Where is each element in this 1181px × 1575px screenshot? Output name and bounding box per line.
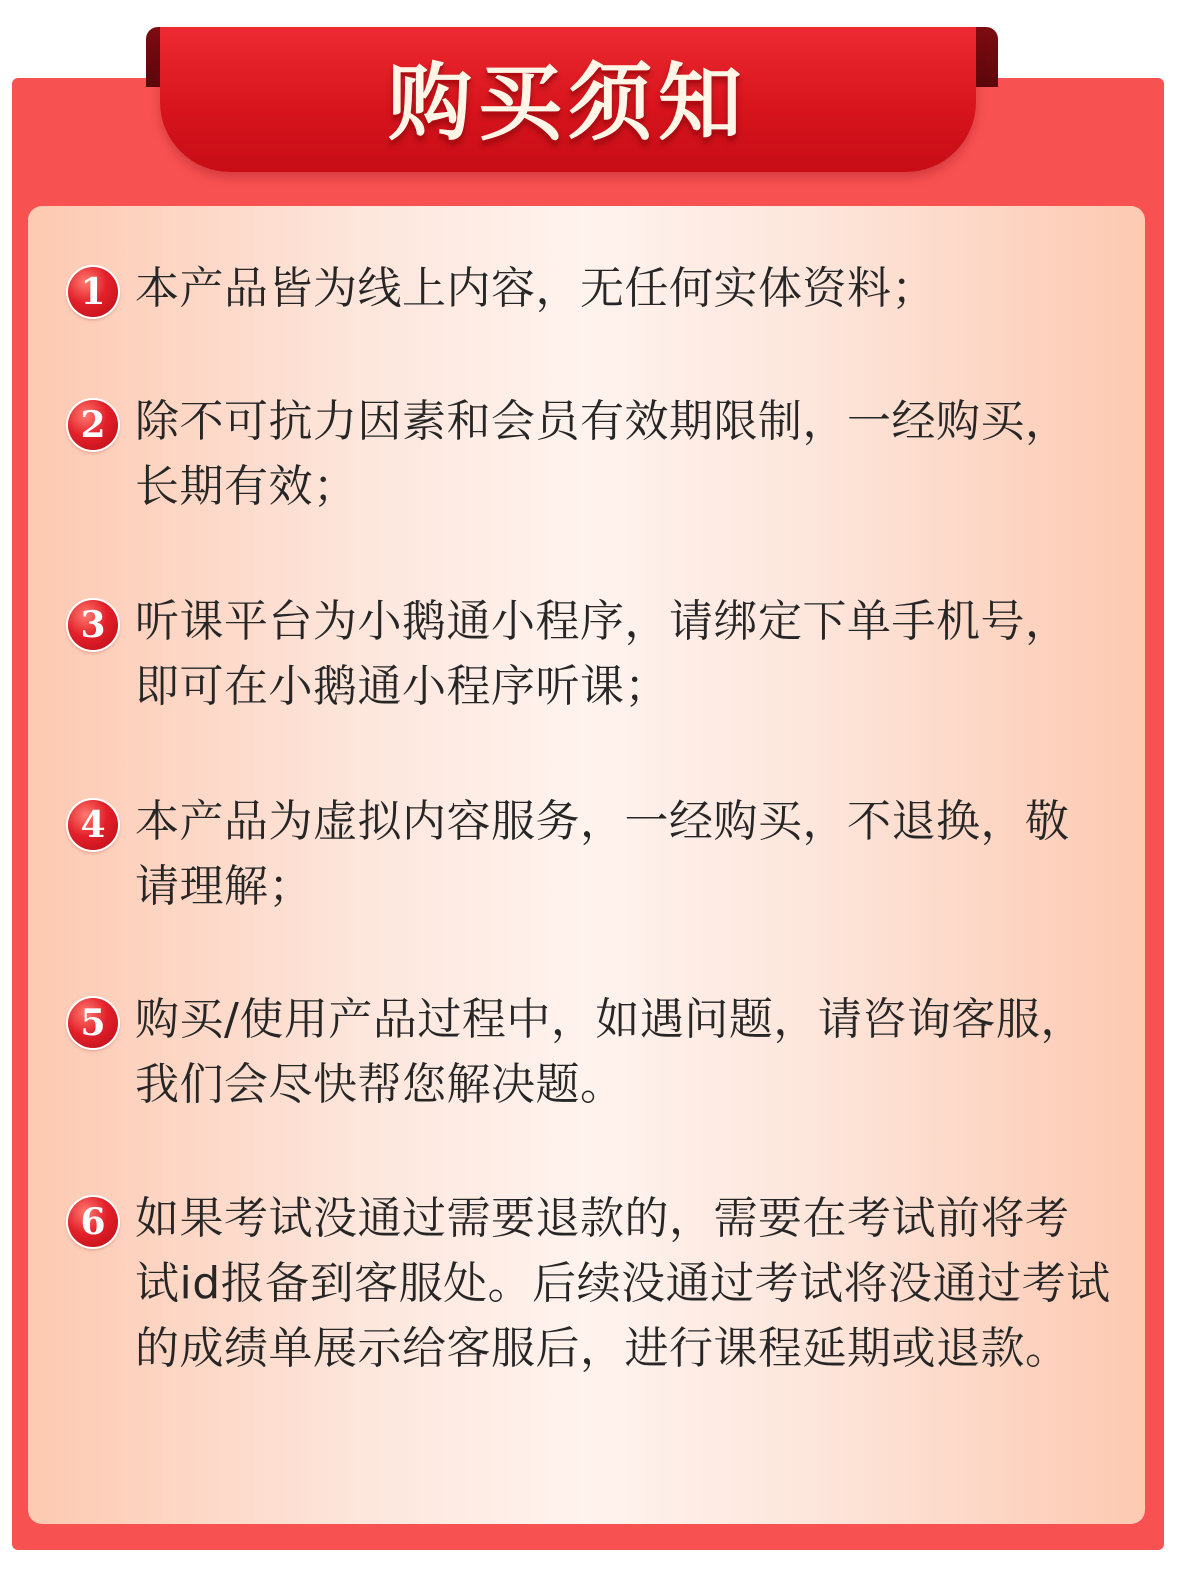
notice-item-4: [68, 789, 1113, 919]
title-banner: [160, 27, 976, 172]
notice-text-5: 购买/使用产品过程中，如遇问题，请咨询客服，我们会尽快帮您解决题。: [135, 994, 1085, 1110]
notice-card: [28, 206, 1145, 1524]
page-title: 购买须知: [387, 54, 748, 152]
number-badge-1: 1: [68, 267, 118, 317]
notice-item-1: [68, 256, 1113, 321]
notice-item-6: [68, 1186, 1113, 1381]
notice-text-4: 本产品为虚拟内容服务，一经购买，不退换，敬请理解；: [135, 796, 1070, 912]
number-badge-5: 5: [68, 998, 118, 1048]
notice-text-6: 如果考试没通过需要退款的，需要在考试前将考试id报备到客服处。后续没通过考试将没通过考试的成绩单展示给客服后，进行课程延期或退款。: [135, 1193, 1111, 1374]
notice-item-5: [68, 987, 1113, 1117]
number-badge-3: 3: [68, 600, 118, 650]
number-badge-6: 6: [68, 1197, 118, 1247]
notice-text-3: 听课平台为小鹅通小程序，请绑定下单手机号，即可在小鹅通小程序听课；: [135, 596, 1070, 712]
notice-text-2: 除不可抗力因素和会员有效期限制，一经购买，长期有效；: [135, 396, 1070, 512]
number-badge-2: 2: [68, 400, 118, 450]
notice-item-2: [68, 389, 1113, 519]
number-badge-4: 4: [68, 800, 118, 850]
notice-item-3: [68, 589, 1113, 719]
notice-text-1: 本产品皆为线上内容，无任何实体资料；: [135, 263, 936, 314]
